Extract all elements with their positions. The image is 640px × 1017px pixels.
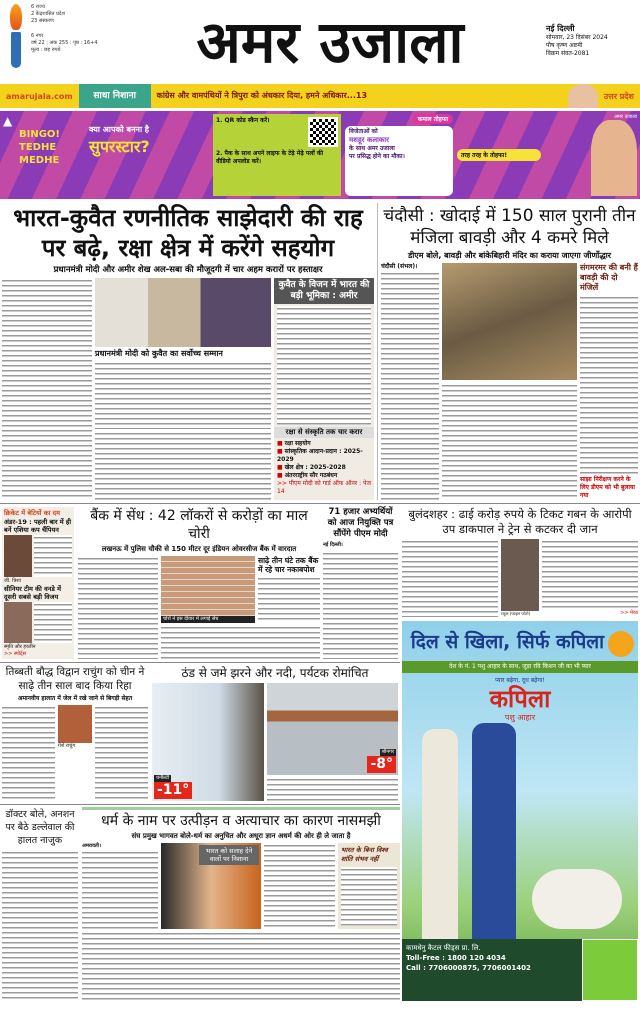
bank-body — [78, 556, 158, 659]
players-photo — [4, 602, 32, 644]
tibet-body-2 — [95, 705, 148, 801]
ad-tollfree[interactable]: Toll-Free : 1800 120 4034 — [406, 954, 506, 962]
lead-sidebar — [274, 278, 374, 500]
ad-tagline: दिल से खिला, सिर्फ कपिला — [410, 631, 605, 653]
anniversary-badge-icon — [608, 631, 634, 657]
itc-logo-icon: ▲ — [3, 114, 13, 128]
pact-item: ■ अंतरराष्ट्रीय सौर गठबंधन — [277, 472, 338, 479]
rahul-photo — [501, 539, 539, 611]
newspaper-title[interactable]: अमर उजाला — [196, 8, 464, 76]
cold-caption-text — [267, 777, 398, 801]
masthead-left — [4, 4, 116, 82]
jobs-story — [323, 507, 398, 659]
lead-photo-caption: प्रधानमंत्री मोदी को कुवैत का सर्वोच्च सम्मान — [95, 348, 223, 358]
jobs-dateline: नई दिल्ली। — [323, 542, 343, 548]
ad-brand: BINGO! TEDHE MEDHE — [19, 129, 60, 166]
ad-person-2 — [472, 723, 516, 939]
stat-line: 2 केंद्रशासित प्रदेश — [31, 11, 65, 17]
row-divider — [0, 662, 400, 663]
bank-headline[interactable]: बैंक में सेंध : 42 लॉकरों से करोड़ों का माल चोरी — [90, 508, 308, 542]
feed-pack-image — [582, 939, 638, 1001]
doctor-body — [2, 850, 78, 1002]
ad-prize-line: मशहूर कलाकार — [349, 136, 389, 144]
edition-info: 6 नगर — [31, 33, 44, 39]
jobs-headline[interactable]: 71 हजार अभ्यर्थियों को आज नियुक्ति पत्र सौंपेंगे पीएम मोदी — [327, 507, 394, 539]
torch-logo-icon — [4, 4, 28, 82]
doctor-headline[interactable]: डॉक्टर बोले, अनशन पर बैठे डल्लेवाल की हालत नाजुक — [5, 809, 75, 846]
bank-story — [78, 507, 320, 659]
rule — [82, 807, 400, 810]
lead-body-columns — [95, 431, 271, 500]
sidebar-subtitle: रक्षा से संस्कृति तक चार करार — [274, 427, 374, 438]
ticker-strip — [0, 84, 640, 108]
bank-side-text — [258, 576, 320, 623]
lead-story — [2, 203, 374, 500]
dateline-box — [546, 24, 638, 58]
stepwell-photo — [442, 263, 577, 380]
dharm-sidebar — [338, 843, 400, 929]
dharm-headline[interactable]: धर्म के नाम पर उत्पीड़न व अत्याचार का कारण नासमझी — [101, 813, 381, 829]
pact-item: ■ खेल क्षेत्र : 2025-2028 — [277, 464, 346, 471]
tibet-body — [2, 705, 55, 801]
place-label: धनौल्टी — [156, 775, 170, 781]
samvat: विक्रम संवत-2081 — [546, 50, 590, 57]
ad-step-2: 2. पैक के साथ अपने लाइफ के टेढ़े मेढ़े पलों की वीडियो अपलोड करें। — [216, 150, 324, 165]
ad-prize-box — [345, 126, 453, 196]
issue-info: वर्ष 22 : अंक 255 : पृष्ठ : 16+4 — [31, 40, 98, 46]
temperature-badge: -8° — [367, 756, 396, 773]
sidebar-title: कुवैत के विजन में भारत की बड़ी भूमिका : अमीर — [274, 278, 374, 304]
chandausi-dateline: चंदौसी (संभल)। — [381, 263, 418, 270]
cricket-tag: क्रिकेट में बेटियों का दम — [4, 509, 61, 517]
chandausi-story — [381, 205, 638, 500]
bulandshahr-headline[interactable]: बुलंदशहर : ढाई करोड़ रुपये के टिकट गबन के आरोपी उप डाकपाल ने ट्रेन से कटकर दी जान — [408, 507, 632, 536]
ad-company: कामधेनु कैटल फीड्स प्रा. लि. — [406, 944, 481, 952]
photo-tag: भारत को सलाह देने वालों पर निशाना — [199, 845, 259, 865]
bank-subhead: लखनऊ में पुलिस चौकी से 150 मीटर दूर इंडियन ओवरसीज बैंक में वारदात — [101, 545, 297, 553]
row-divider — [0, 503, 640, 504]
ad-model-photo — [591, 120, 637, 196]
chandausi-body — [381, 271, 439, 500]
ticker-portrait — [568, 84, 598, 108]
ad-paper-logo: अमर उजाला — [614, 114, 637, 120]
frozen-lake-photo — [267, 683, 398, 775]
section-label[interactable]: उत्तर प्रदेश — [603, 91, 634, 101]
ad-gift-tag: तरह तरह के तोहफा! — [457, 149, 541, 161]
photo-caption: चोरों ने इस दीवार में लगाई सेंध — [161, 616, 255, 623]
place-label: श्रीनगर — [381, 749, 394, 755]
row-divider — [0, 804, 400, 805]
ad-prize-tag: कमाल तोहफा — [413, 114, 453, 124]
bank-side-headline: साढ़े तीन घंटे तक बैंक में रहे चार नकाबपोश — [258, 556, 319, 574]
ad-slogan: प्यार बढ़ेगा, दूध बढ़ेगा! — [495, 677, 545, 684]
ticker-headline[interactable]: कांग्रेस और वामपंथियों ने त्रिपुरा को अंधकार दिया, हमने अधिकार...13 — [156, 91, 368, 100]
ad-prize-line: विजेताओं को — [349, 128, 378, 135]
bulandshahr-body — [402, 539, 498, 617]
cow-image — [532, 869, 622, 929]
lead-subhead: प्रधानमंत्री मोदी और अमीर शेख अल-सबा की मौजूदगी में चार अहम करारों पर हस्ताक्षर — [53, 265, 323, 275]
dharm-dateline: अमरावती। — [82, 843, 101, 849]
stepwell-sidebar-title: संगमरमर की बनी हैं बावड़ी की दो मंजिलें — [580, 263, 638, 292]
continued-link[interactable]: >> मेरठ — [620, 610, 638, 616]
cold-headline[interactable]: ठंड से जमे झरने और नदी, पर्यटक रोमांचित — [181, 666, 369, 680]
photo-caption: जी. त्रिशा — [4, 577, 21, 584]
pact-item: ■ रक्षा सहयोग — [277, 440, 311, 447]
cricket-headline-1[interactable]: अंडर-19 : पहली बार में ही बनें एशिया कप चैंपियन — [4, 518, 72, 534]
photo-caption: गेशे राचुंग — [58, 743, 76, 749]
bingo-advertisement[interactable] — [0, 111, 640, 199]
ad-person-1 — [422, 729, 458, 939]
lead-photo — [95, 278, 271, 347]
tibet-headline[interactable]: तिब्बती बौद्ध विद्वान राचुंग को चीन ने साढ़े तीन साल बाद किया रिहा — [5, 666, 145, 692]
wall-hole-photo — [161, 556, 255, 616]
cricket-box — [2, 507, 74, 659]
frozen-waterfall-photo — [152, 683, 264, 801]
lead-body-column — [2, 278, 92, 500]
chandausi-subhead: डीएम बोले, बावड़ी और बांकेबिहारी मंदिर का कराया जाएगा जीर्णोद्धार — [407, 251, 612, 260]
ticker-label: साधा निशाना — [79, 84, 151, 108]
chandausi-headline[interactable]: चंदौसी : खोदाई में 150 साल पुरानी तीन मंजिला बावड़ी और 4 कमरे मिले — [383, 206, 636, 248]
ad-prize-line: पर प्रसिद्ध होने का मौका। — [349, 153, 405, 160]
lead-headline[interactable]: भारत-कुवैत रणनीतिक साझेदारी की राह पर बढ़े, रक्षा क्षेत्र में करेंगे सहयोग — [13, 204, 363, 262]
temperature-badge: -11° — [154, 782, 192, 799]
stat-line: 6 राज्य — [31, 4, 45, 10]
qr-code-icon[interactable] — [308, 117, 338, 147]
bank-body-2 — [161, 625, 320, 659]
ad-figure-area — [402, 723, 638, 939]
dharm-story — [82, 807, 400, 1002]
price: मूल्य : छह रुपये — [31, 47, 61, 53]
ad-brand-sub: पशु आहार — [504, 713, 536, 722]
kapila-advertisement[interactable] — [402, 621, 638, 1001]
ad-prize-line: के साथ अमर उजाला — [349, 145, 395, 152]
dharm-body — [82, 850, 158, 929]
tithi: पौष कृष्ण अष्टमी — [546, 42, 583, 49]
bulandshahr-body-2 — [542, 539, 638, 610]
trisha-photo — [4, 535, 32, 577]
dharm-side-text — [264, 843, 335, 929]
photo-caption: स्मृति और हरलीन — [4, 644, 36, 650]
cold-story — [152, 665, 398, 801]
website-link[interactable]: amarujala.com — [6, 91, 73, 101]
photo-caption: राहुल (फाइल फोटो) — [501, 611, 531, 616]
stepwell-sidebar-text — [580, 295, 638, 474]
stat-line: 23 संस्करण — [31, 18, 54, 24]
ad-strip: देश के नं. 1 पशु आहार के साथ, जुड़ा रवि किशन जी का भी प्यार — [402, 661, 638, 673]
chandausi-more: साझा निरीक्षण करने के लिए डीएम को भी बुलाया गया — [580, 476, 635, 499]
pact-item: ■ सांस्कृतिक आदान-प्रदान : 2025-2029 — [277, 448, 363, 463]
cricket-headline-2[interactable]: सीनियर टीम की वनडे में दूसरी सबसे बड़ी विजय — [4, 584, 61, 601]
rachung-photo — [58, 705, 92, 743]
chandausi-body-2 — [442, 383, 577, 500]
continued-link[interactable]: >> स्पोर्ट्स — [4, 651, 26, 657]
jobs-body — [323, 551, 398, 659]
date: सोमवार, 23 दिसंबर 2024 — [546, 34, 608, 41]
city: नई दिल्ली — [546, 24, 575, 33]
ad-question: क्या आपको बनना है — [89, 125, 150, 134]
sidebar-text — [341, 867, 397, 926]
sidebar-text — [277, 306, 371, 425]
sidebar-title: भारत के बिना विश्व शांति संभव नहीं — [341, 846, 388, 863]
ad-superstar: सुपरस्टार? — [89, 137, 150, 156]
ad-step-1: 1. QR कोड स्कैन करें। — [216, 117, 270, 124]
dharm-subhead: संघ प्रमुख भागवत बोले-धर्म का अनुचित और अधूरा ज्ञान अधर्म की ओर ही ले जाता है — [131, 832, 351, 840]
ad-steps-box — [213, 114, 341, 196]
dharm-body-2 — [82, 931, 400, 1002]
edition-stats — [31, 4, 98, 82]
bulandshahr-story — [402, 507, 638, 617]
continued-link[interactable]: >> पीएम मोदी को गार्ड ऑफ ऑनर : पेज 14 — [277, 480, 371, 495]
tibet-subhead: अमानवीय हालात में जेल में रखे जाने से बिगड़ी सेहत — [17, 695, 133, 702]
column-divider — [377, 203, 378, 500]
doctor-story — [2, 808, 78, 1002]
ad-contact-box — [402, 939, 582, 1001]
bhagwat-photo — [161, 843, 261, 929]
ad-brand: कपिला — [489, 685, 551, 713]
lead-intro-text — [95, 361, 271, 430]
ad-phone[interactable]: Call : 7706000875, 7706001402 — [406, 964, 531, 972]
tibet-story — [2, 665, 148, 801]
